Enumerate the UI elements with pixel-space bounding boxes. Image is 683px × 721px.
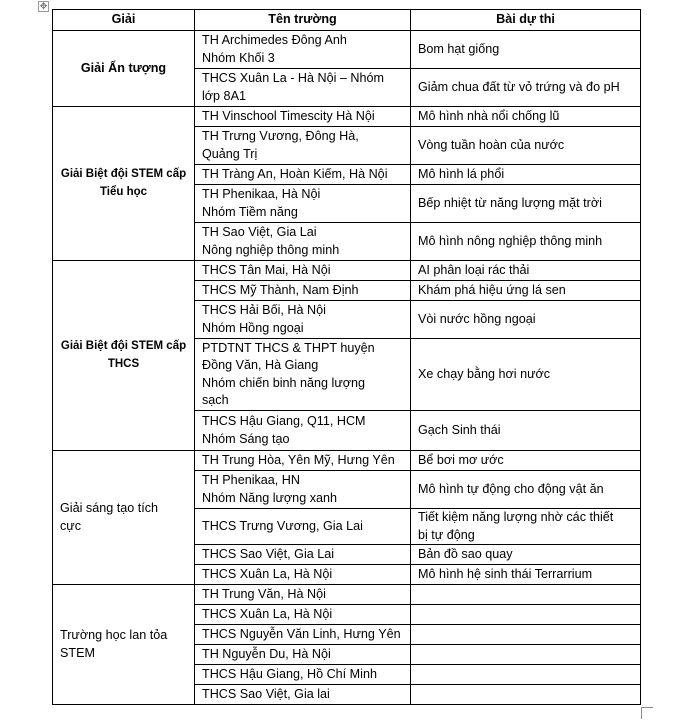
school-cell: TH Phenikaa, Hà Nội Nhóm Tiềm năng bbox=[195, 185, 411, 223]
entry-cell bbox=[411, 645, 641, 665]
school-cell: TH Sao Việt, Gia Lai Nông nghiệp thông minh bbox=[195, 223, 411, 261]
entry-cell: Tiết kiệm năng lượng nhờ các thiết bị tự động bbox=[411, 509, 641, 545]
award-cell-thcs: Giải Biệt đội STEM cấp THCS bbox=[53, 261, 195, 451]
header-entry: Bài dự thi bbox=[411, 10, 641, 31]
entry-cell: Gạch Sinh thái bbox=[411, 411, 641, 451]
school-cell: TH Vinschool Timescity Hà Nội bbox=[195, 107, 411, 127]
entry-cell: Mô hình nhà nổi chống lũ bbox=[411, 107, 641, 127]
table-row bbox=[53, 585, 641, 605]
school-cell: THCS Xuân La, Hà Nội bbox=[195, 565, 411, 585]
school-cell: THCS Trưng Vương, Gia Lai bbox=[195, 509, 411, 545]
entry-cell bbox=[411, 585, 641, 605]
table-row bbox=[53, 31, 641, 69]
entry-cell bbox=[411, 625, 641, 645]
school-cell: TH Archimedes Đông Anh Nhóm Khối 3 bbox=[195, 31, 411, 69]
table-row bbox=[53, 107, 641, 127]
school-cell: TH Tràng An, Hoàn Kiếm, Hà Nội bbox=[195, 165, 411, 185]
school-cell: TH Nguyễn Du, Hà Nội bbox=[195, 645, 411, 665]
school-cell: TH Phenikaa, HN Nhóm Năng lượng xanh bbox=[195, 471, 411, 509]
entry-cell: Vòi nước hồng ngoại bbox=[411, 301, 641, 339]
entry-cell: Giảm chua đất từ vỏ trứng và đo pH bbox=[411, 69, 641, 107]
awards-table bbox=[52, 9, 641, 705]
entry-cell: Bản đồ sao quay bbox=[411, 545, 641, 565]
entry-cell: Mô hình hệ sinh thái Terrarrium bbox=[411, 565, 641, 585]
page-corner-mark bbox=[641, 707, 653, 719]
school-cell: THCS Sao Việt, Gia Lai bbox=[195, 545, 411, 565]
school-cell: TH Trung Hòa, Yên Mỹ, Hưng Yên bbox=[195, 451, 411, 471]
header-row bbox=[53, 10, 641, 31]
award-cell-an-tuong: Giải Ấn tượng bbox=[53, 31, 195, 107]
award-cell-lan-toa: Trường học lan tỏa STEM bbox=[53, 585, 195, 705]
entry-cell bbox=[411, 665, 641, 685]
school-cell: THCS Mỹ Thành, Nam Định bbox=[195, 281, 411, 301]
entry-cell: Khám phá hiệu ứng lá sen bbox=[411, 281, 641, 301]
school-cell: THCS Tân Mai, Hà Nội bbox=[195, 261, 411, 281]
entry-cell bbox=[411, 605, 641, 625]
header-school: Tên trường bbox=[195, 10, 411, 31]
school-cell: THCS Sao Việt, Gia lai bbox=[195, 685, 411, 705]
award-cell-tieu-hoc: Giải Biệt đội STEM cấp Tiểu học bbox=[53, 107, 195, 261]
school-cell: THCS Hậu Giang, Hồ Chí Minh bbox=[195, 665, 411, 685]
entry-cell: Xe chạy bằng hơi nước bbox=[411, 339, 641, 411]
entry-cell bbox=[411, 685, 641, 705]
table-row bbox=[53, 261, 641, 281]
entry-cell: AI phân loại rác thải bbox=[411, 261, 641, 281]
entry-cell: Mô hình lá phổi bbox=[411, 165, 641, 185]
school-cell: THCS Xuân La, Hà Nội bbox=[195, 605, 411, 625]
table-row bbox=[53, 451, 641, 471]
school-cell: THCS Nguyễn Văn Linh, Hưng Yên bbox=[195, 625, 411, 645]
school-cell: TH Trung Văn, Hà Nội bbox=[195, 585, 411, 605]
school-cell: TH Trưng Vương, Đông Hà, Quảng Trị bbox=[195, 127, 411, 165]
school-cell: PTDTNT THCS & THPT huyện Đồng Văn, Hà Giang Nhóm chiến binh năng lượng sạch bbox=[195, 339, 411, 411]
entry-cell: Mô hình tự động cho động vật ăn bbox=[411, 471, 641, 509]
entry-cell: Bể bơi mơ ước bbox=[411, 451, 641, 471]
entry-cell: Mô hình nông nghiệp thông minh bbox=[411, 223, 641, 261]
entry-cell: Bếp nhiệt từ năng lượng mặt trời bbox=[411, 185, 641, 223]
school-cell: THCS Hải Bối, Hà Nội Nhóm Hồng ngoại bbox=[195, 301, 411, 339]
table-move-handle-icon[interactable]: ✥ bbox=[39, 1, 48, 11]
school-cell: THCS Xuân La - Hà Nội – Nhóm lớp 8A1 bbox=[195, 69, 411, 107]
award-cell-sang-tao: Giải sáng tạo tích cực bbox=[53, 451, 195, 585]
header-award: Giải bbox=[53, 10, 195, 31]
school-cell: THCS Hậu Giang, Q11, HCM Nhóm Sáng tạo bbox=[195, 411, 411, 451]
entry-cell: Vòng tuần hoàn của nước bbox=[411, 127, 641, 165]
entry-cell: Bom hạt giống bbox=[411, 31, 641, 69]
